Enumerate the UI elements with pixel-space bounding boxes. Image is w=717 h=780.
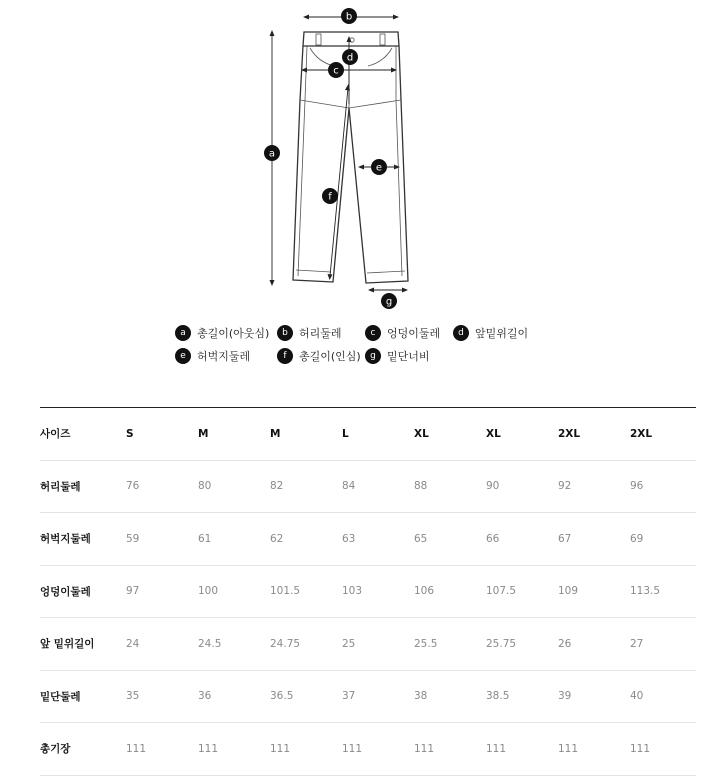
svg-text:a: a [268,148,276,160]
table-cell: 113.5 [630,585,661,598]
legend-marker: a [175,325,191,341]
table-cell: 25 [342,637,356,650]
table-cell: 111 [558,742,579,755]
table-row [40,618,696,671]
row-label: 엉덩이둘레 [40,585,91,598]
measure-line-g [368,288,408,293]
legend-item-e [175,347,250,365]
table-row [40,566,696,619]
table-cell: 82 [270,480,284,493]
legend-marker: e [175,348,191,364]
marker-e [371,159,387,175]
table-header-row [40,408,696,461]
row-label: 총기장 [40,743,71,756]
svg-text:e: e [375,162,383,174]
table-cell: 26 [558,637,572,650]
legend-label: 밑단너비 [387,350,430,363]
table-cell: 27 [630,637,644,650]
header-size: XL [414,427,429,440]
table-cell: 109 [558,585,579,598]
table-cell: 76 [126,480,140,493]
header-size: XL [486,427,501,440]
table-cell: 69 [630,532,644,545]
table-cell: 37 [342,690,356,703]
table-cell: 67 [558,532,572,545]
legend-item-d [453,324,528,342]
row-label: 앞 밑위길이 [40,638,95,651]
table-cell: 90 [486,480,500,493]
legend-item-a [175,324,269,342]
table-row [40,513,696,566]
row-label: 밑단둘레 [40,690,81,703]
table-cell: 36.5 [270,690,294,703]
legend-item-f [277,347,361,365]
table-row [40,723,696,776]
header-size: S [126,427,134,440]
legend-marker: g [365,348,381,364]
table-cell: 92 [558,480,572,493]
header-size: M [270,427,281,440]
table-cell: 80 [198,480,212,493]
table-cell: 35 [126,690,140,703]
svg-text:d: d [346,52,354,64]
legend-label: 허리둘레 [299,327,342,340]
table-cell: 25.5 [414,637,438,650]
legend-marker: f [277,348,293,364]
svg-text:f: f [328,191,332,203]
svg-text:g: g [385,296,393,308]
legend-label: 허벅지둘레 [197,350,251,363]
svg-text:c: c [333,65,339,77]
table-cell: 111 [486,742,507,755]
legend-marker: d [453,325,469,341]
table-cell: 107.5 [486,585,517,598]
row-label: 허벅지둘레 [40,533,91,546]
table-cell: 59 [126,532,140,545]
table-cell: 25.75 [486,637,517,650]
table-cell: 39 [558,690,572,703]
table-cell: 24 [126,637,140,650]
table-cell: 100 [198,585,219,598]
legend-marker: c [365,325,381,341]
table-cell: 84 [342,480,356,493]
legend-item-c [365,324,440,342]
table-cell: 63 [342,532,356,545]
marker-f [322,188,338,204]
table-cell: 106 [414,585,435,598]
row-label: 허리둘레 [40,480,81,493]
table-cell: 24.75 [270,637,301,650]
table-cell: 36 [198,690,212,703]
header-size: M [198,427,209,440]
header-size-label: 사이즈 [40,428,71,441]
legend-item-b [277,324,342,342]
marker-g [381,293,397,309]
table-cell: 88 [414,480,428,493]
legend-marker: b [277,325,293,341]
table-cell: 65 [414,532,428,545]
table-cell: 111 [270,742,291,755]
table-row [40,671,696,724]
size-chart-table [40,407,696,776]
table-cell: 97 [126,585,140,598]
pants-measurement-diagram [0,0,717,320]
legend-label: 총길이(아웃심) [197,327,270,340]
table-cell: 111 [198,742,219,755]
legend-label: 앞밑위길이 [475,327,529,340]
table-cell: 96 [630,480,644,493]
table-cell: 62 [270,532,284,545]
table-cell: 24.5 [198,637,222,650]
header-size: L [342,427,349,440]
table-cell: 111 [414,742,435,755]
table-cell: 103 [342,585,363,598]
marker-b [341,8,357,24]
table-cell: 40 [630,690,644,703]
measure-line-f [328,84,351,280]
legend-label: 엉덩이둘레 [387,327,441,340]
table-cell: 66 [486,532,500,545]
table-row [40,461,696,514]
table-cell: 111 [342,742,363,755]
header-size: 2XL [558,427,581,440]
legend-label: 총길이(인심) [299,350,361,363]
table-cell: 38.5 [486,690,510,703]
table-cell: 101.5 [270,585,301,598]
header-size: 2XL [630,427,653,440]
table-cell: 38 [414,690,428,703]
svg-text:b: b [345,11,353,23]
table-cell: 111 [126,742,147,755]
marker-c [328,62,344,78]
marker-a [264,145,280,161]
table-cell: 61 [198,532,212,545]
marker-d [342,49,358,65]
table-cell: 111 [630,742,651,755]
legend-item-g [365,347,430,365]
